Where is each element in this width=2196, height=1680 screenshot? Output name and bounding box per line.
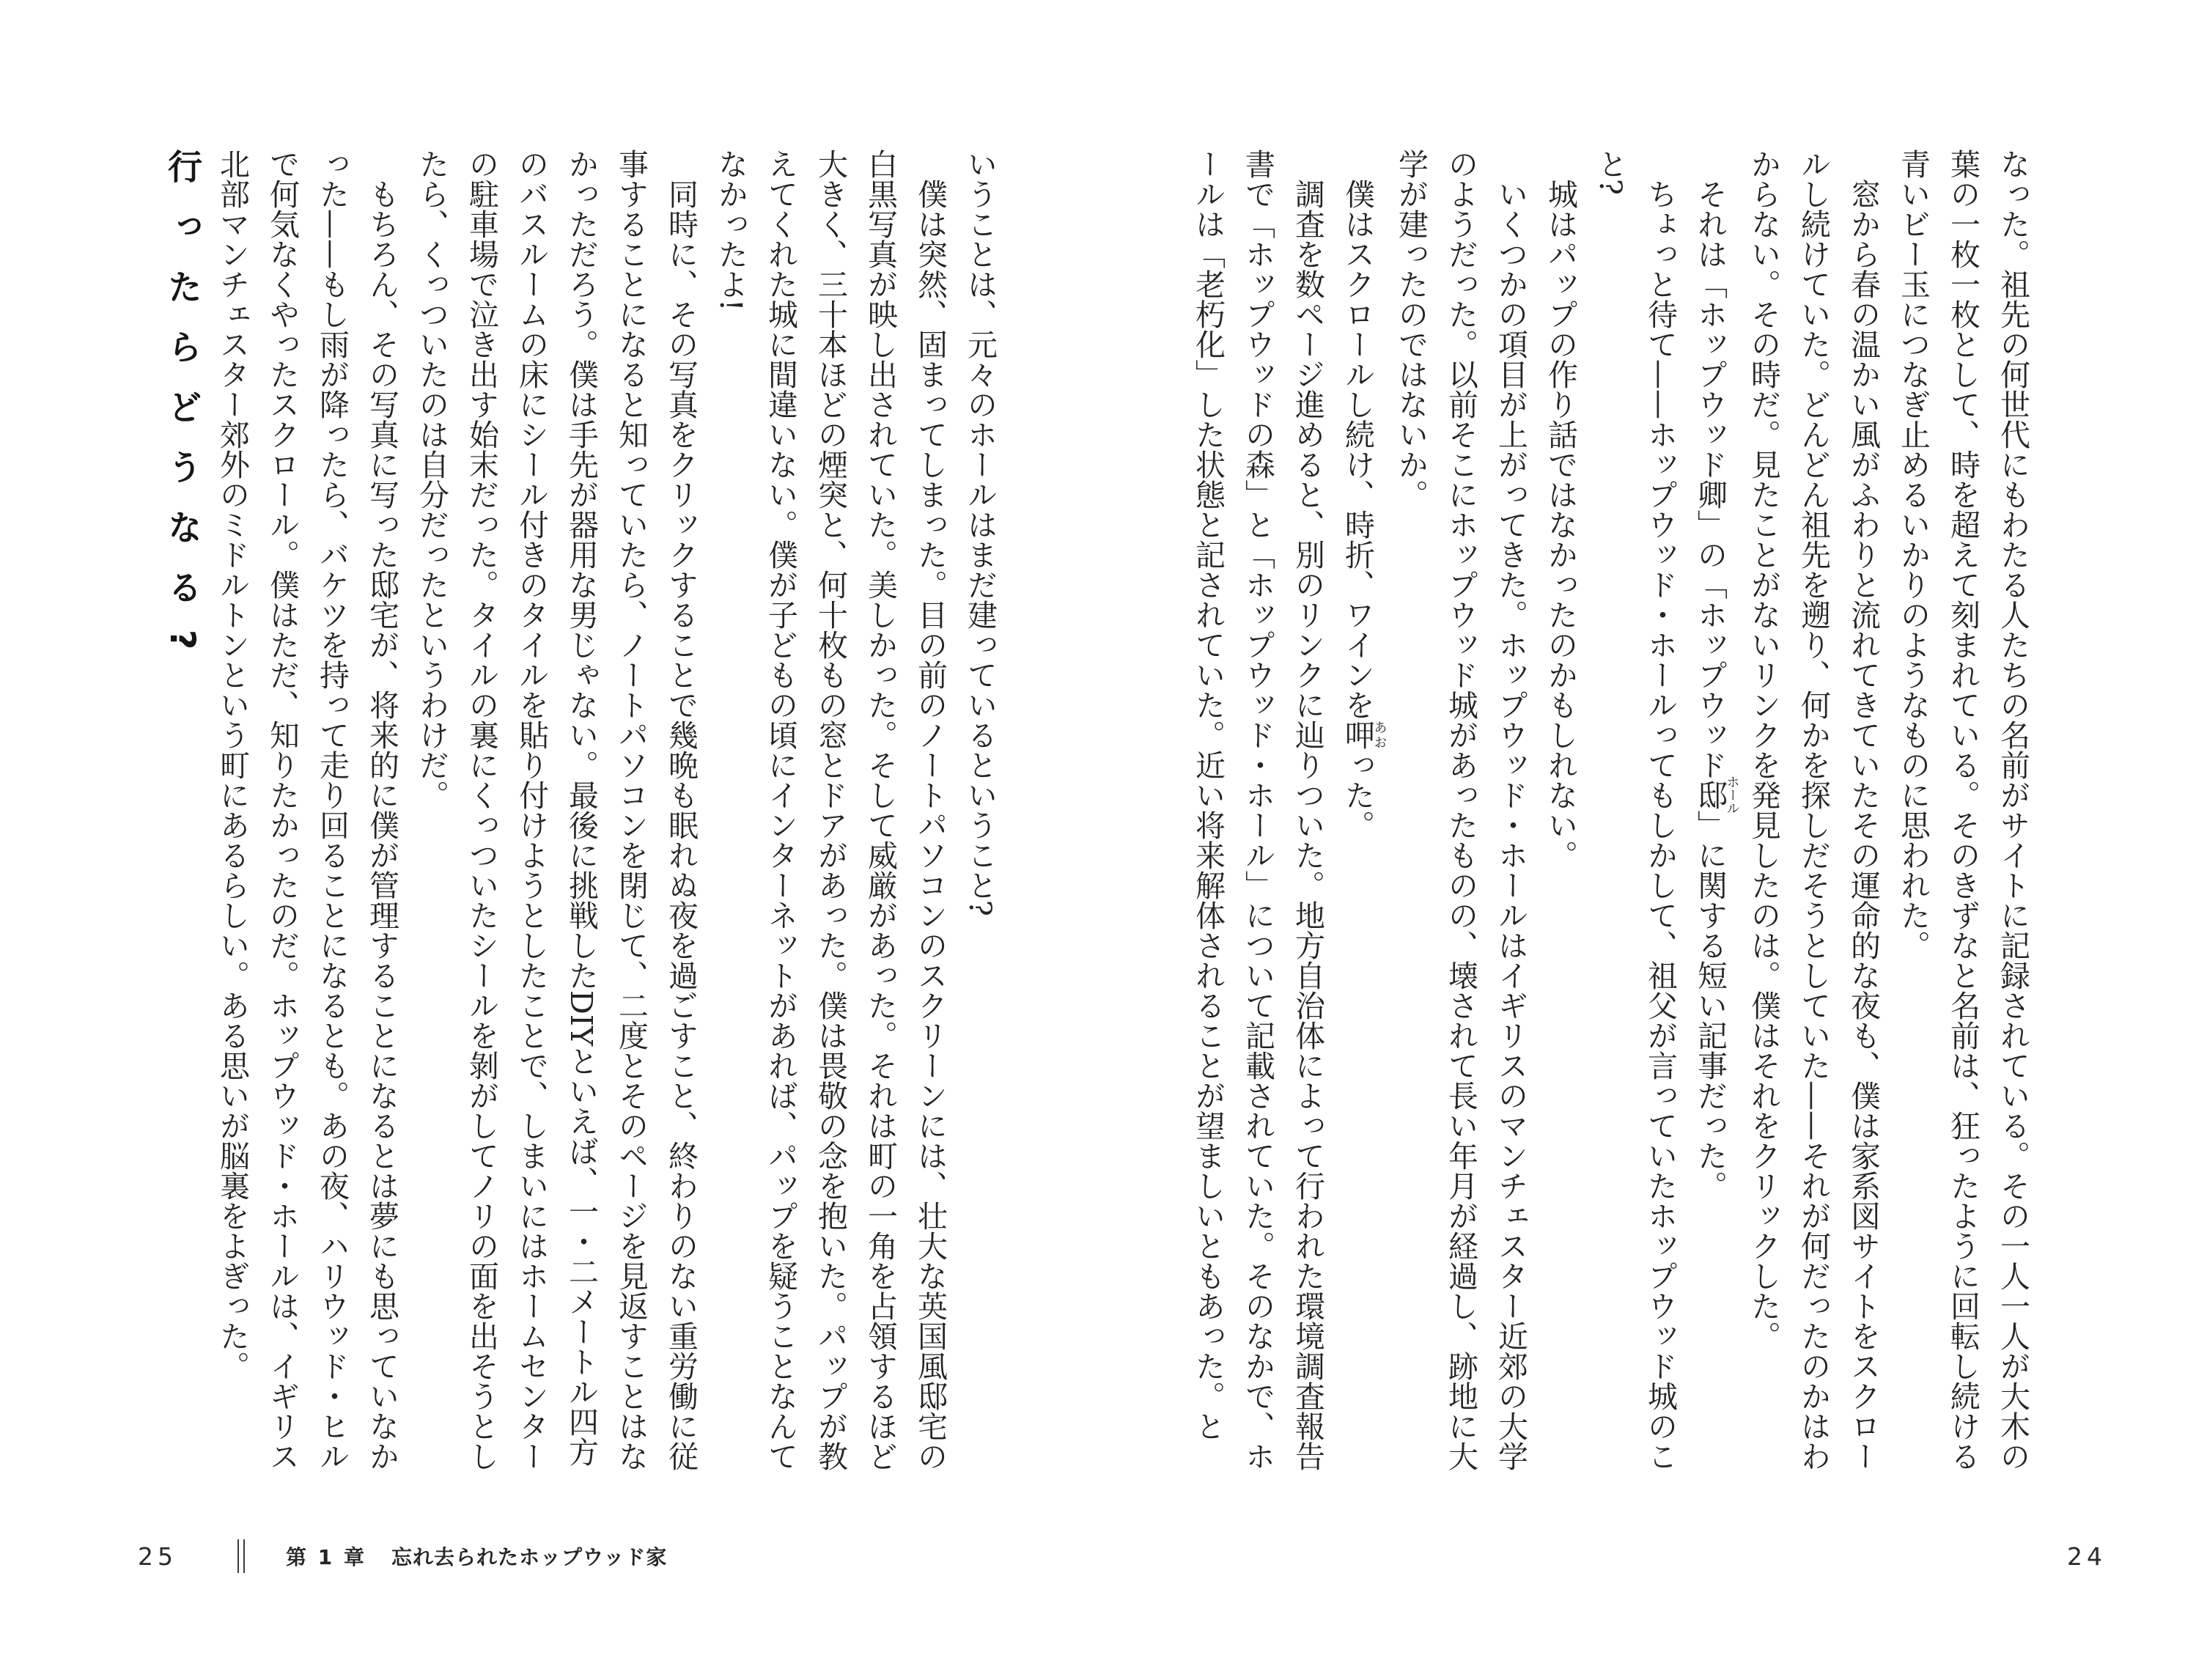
body-paragraph: なった。祖先の何世代にもわたる人たちの名前がサイトに記録されている。その一人一人が大木の葉の一枚一枚として、時を超えて刻まれている。そのきずなと名前は、狂ったように回転し続ける青いビー玉につなぎ止めるいかりのようなものに思われた。: [1895, 149, 2030, 1471]
section-heading: 行ったらどうなる?: [162, 149, 202, 676]
footer-double-rule: [237, 1539, 245, 1573]
ruby-aoru: [1340, 720, 1388, 750]
body-paragraph: 調査を数ページ進めると、別のリンクに辿りついた。地方自治体によって行われた環境調査報告書で「ホップウッドの森」と「ホップウッド・ホール」について記載されていた。そのなかで、ホールは「老朽化」した状態と記されていた。近い将来解体されることが望ましいともあった。と: [1190, 149, 1325, 1471]
body-paragraph: 城はパップの作り話ではなかったのかもしれない。: [1543, 179, 1578, 870]
ruby-furigana: あお: [1371, 720, 1388, 750]
ruby-base: 邸: [1692, 775, 1728, 815]
right-page-footer: [2067, 1538, 2107, 1574]
ruby-post-text: 」に関する短い記事だった。: [1692, 810, 1728, 1201]
page-25-text: [158, 149, 1005, 1471]
page-24-text: [1190, 149, 2038, 1471]
ruby-pre-text: それは「ホップウッド卿」の「ホップウッド: [1692, 179, 1728, 780]
ruby-pre-text: 僕はスクロールし続け、時折、ワインを: [1340, 179, 1375, 720]
page-number-24: 24: [2067, 1541, 2107, 1571]
body-paragraph: 窓から春の温かい風がふわりと流れてきていたその運命的な夜も、僕は家系図サイトをスクロールし続けていた。どんどん祖先を遡り、何かを探しだそうとしていた——それが何だったのかはわからない。その時だ。見たことがないリンクを発見したのは。僕はそれをクリックした。: [1746, 149, 1881, 1471]
ruby-post-text: った。: [1340, 750, 1375, 840]
body-paragraph: いうことは、元々のホールはまだ建っているということ?: [962, 149, 998, 916]
page-number-25: 25: [138, 1541, 177, 1571]
body-paragraph: いくつかの項目が上がってきた。ホップウッド・ホールはイギリスのマンチェスター近郊の大学のようだった。以前そこにホップウッド城があったものの、壊されて長い年月が経過し、跡地に大学が建ったのではないか。: [1393, 149, 1528, 1471]
body-paragraph-ruby: [1333, 149, 1386, 1471]
left-page-footer: [138, 1538, 667, 1574]
body-paragraph: 同時に、その写真をクリックすることで幾晩も眠れぬ夜を過ごすこと、終わりのない重労働に従事することになると知っていたら、ノートパソコンを閉じて、二度とそのページを見返すことはなかっただろう。僕は手先が器用な男じゃない。最後に挑戦したDIYといえば、一・二メートル四方のバスルームの床にシール付きのタイルを貼り付けようとしたことで、しまいにはホームセンターの駐車場で泣き出す始末だった。タイルの裏にくっついたシールを剝がしてノリの面を出そうとしたら、くっついたのは自分だったというわけだ。: [414, 149, 699, 1471]
ruby-hopwood-hall: [1692, 775, 1740, 815]
body-paragraph: ちょっと待て——ホップウッド・ホールってもしかして、祖父が言っていたホップウッド城のこと?: [1593, 149, 1678, 1471]
ruby-base: 呷: [1340, 720, 1375, 750]
body-paragraph: 僕は突然、固まってしまった。目の前のノートパソコンのスクリーンには、壮大な英国風邸宅の白黒写真が映し出されていた。美しかった。そして威厳があった。それは町の一角を占領するほど大きく、三十本ほどの煙突と、何十枚もの窓とドアがあった。僕は畏敬の念を抱いた。パップが教えてくれた城に間違いない。僕が子どもの頃にインターネットがあれば、パップを疑うことなんてなかったよ!: [713, 149, 948, 1471]
body-paragraph-ruby: [1685, 149, 1739, 1471]
chapter-title: 忘れ去られたホップウッド家: [391, 1545, 668, 1569]
body-paragraph: もちろん、その写真に写った邸宅が、将来的に僕が管理することになるとは夢にも思っていなかった——もし雨が降ったら、バケツを持って走り回ることになるとも。あの夜、ハリウッド・ヒルで何気なくやったスクロール。僕はただ、知りたかったのだ。ホップウッド・ホールは、イギリス北部マンチェスター郊外のミドルトンという町にあるらしい。ある思いが脳裏をよぎった。: [215, 149, 399, 1471]
chapter-label: 第 1 章: [286, 1545, 366, 1569]
ruby-furigana: ホール: [1724, 775, 1740, 815]
